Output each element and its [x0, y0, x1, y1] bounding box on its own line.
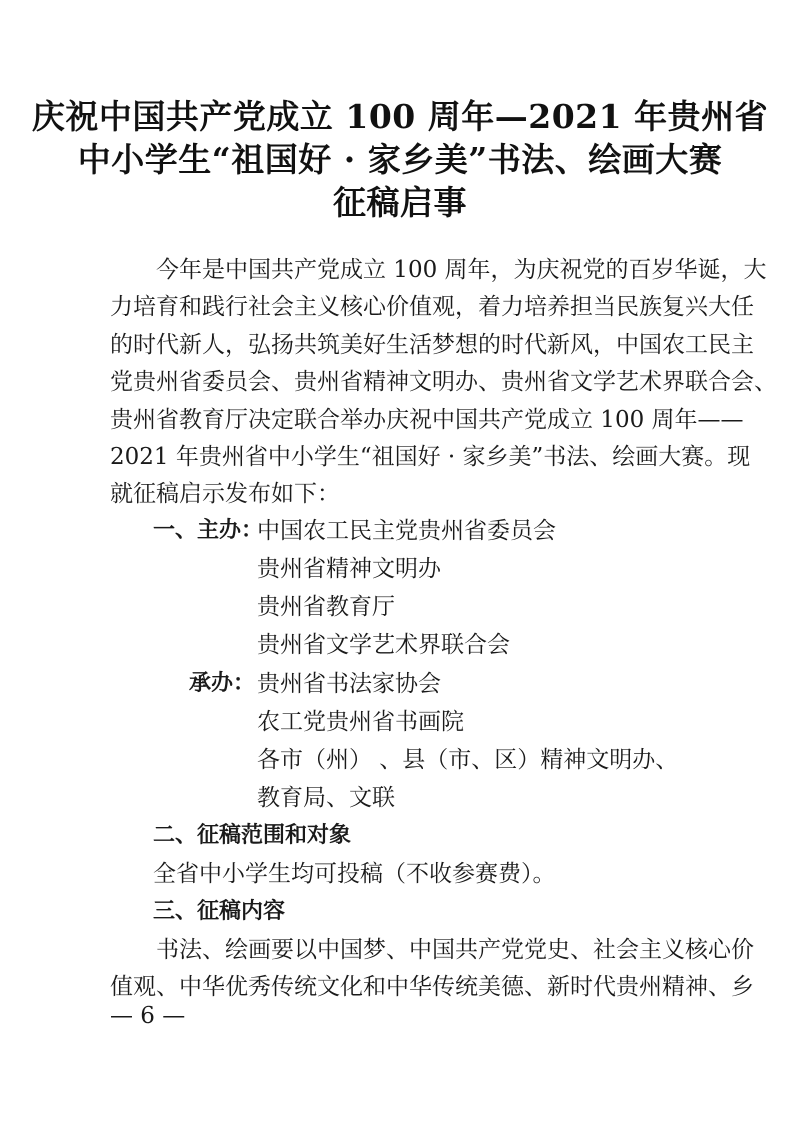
organizer-item: 贵州省教育厅 — [257, 594, 395, 620]
intro-paragraph-line: 今年是中国共产党成立 100 周年，为庆祝党的百岁华诞，大 — [156, 257, 767, 283]
document-title-line-3: 征稿启事 — [333, 183, 467, 222]
co-organizer-item: 贵州省书法家协会 — [257, 671, 441, 697]
organizer-item: 贵州省文学艺术界联合会 — [257, 632, 510, 658]
organizer-item: 中国农工民主党贵州省委员会 — [257, 518, 556, 544]
section-heading-organizers: 一、主办： — [153, 518, 264, 543]
intro-paragraph-line: 的时代新人，弘扬共筑美好生活梦想的时代新风，中国农工民主 — [110, 332, 754, 358]
organizer-item: 贵州省精神文明办 — [257, 556, 441, 582]
co-organizer-item: 各市（州） 、县（市、区）精神文明办、 — [257, 747, 679, 773]
content-paragraph-line: 书法、绘画要以中国梦、中国共产党党史、社会主义核心价 — [156, 937, 754, 963]
intro-paragraph-line: 党贵州省委员会、贵州省精神文明办、贵州省文学艺术界联合会、 — [110, 369, 777, 395]
co-organizer-item: 农工党贵州省书画院 — [257, 709, 464, 735]
section-heading-scope: 二、征稿范围和对象 — [153, 823, 352, 848]
co-organizer-item: 教育局、文联 — [257, 785, 395, 811]
intro-paragraph-line: 贵州省教育厅决定联合举办庆祝中国共产党成立 100 周年—— — [110, 407, 744, 433]
section-heading-content: 三、征稿内容 — [153, 899, 286, 924]
intro-paragraph-line: 力培育和践行社会主义核心价值观，着力培养担当民族复兴大任 — [110, 294, 754, 320]
page-number: — 6 — — [110, 1003, 186, 1029]
document-title-line-2: 中小学生“祖国好 · 家乡美”书法、绘画大赛 — [77, 140, 723, 179]
scope-text: 全省中小学生均可投稿（不收参赛费）。 — [153, 861, 556, 887]
intro-paragraph-line: 2021 年贵州省中小学生“祖国好 · 家乡美”书法、绘画大赛。现 — [110, 444, 751, 470]
document-title-line-1: 庆祝中国共产党成立 100 周年—2021 年贵州省 — [31, 97, 769, 136]
co-organizer-label: 承办： — [189, 671, 256, 696]
intro-paragraph-line: 就征稿启示发布如下： — [110, 481, 340, 507]
content-paragraph-line: 值观、中华优秀传统文化和中华传统美德、新时代贵州精神、乡 — [110, 974, 754, 1000]
